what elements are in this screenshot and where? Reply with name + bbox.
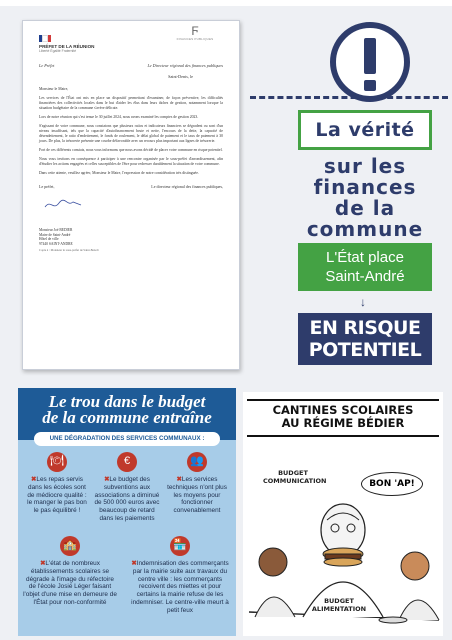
money-icon: € — [117, 452, 137, 472]
republic-motto: Liberté Égalité Fraternité — [39, 49, 77, 53]
label-line: COMMUNICATION — [263, 476, 327, 485]
title-line: AU RÉGIME BÉDIER — [281, 416, 405, 430]
cantines-cartoon-panel — [243, 392, 443, 636]
left-header: Le Préfet — [39, 63, 55, 68]
sign-right: Le directeur régional des finances publiques, — [151, 184, 223, 189]
address-line: 97440 SAINT-ANDRE — [39, 241, 73, 246]
item-text: Les services techniques n'ont plus les moyens pour fonctionner convenablement — [167, 476, 227, 515]
place-line: L'État place — [326, 249, 404, 266]
city-date: Saint-Denis, le — [168, 74, 193, 79]
paragraph: Dans cette attente, veuillez agréer, Monsieur le Maire, l'expression de notre considération très distinguée. — [39, 171, 199, 175]
budget-alimentation-label — [309, 598, 369, 613]
copy-note: Copie à : Monsieur le sous-préfet de Saint-Benoît — [39, 248, 99, 253]
label-line: BUDGET — [278, 469, 308, 477]
finances-heading — [286, 156, 444, 240]
item-text: Indemnisation des commerçants par la mairie suite aux travaux du centre ville : les commerçants recoivent des miettes et pour certains la mairie refuse de les indemniser. Le centre-ville meurt à petit feux — [131, 560, 229, 614]
title-line: de la commune entraîne — [42, 408, 212, 427]
paragraph: S'agissant de votre commune, nous constatons que plusieurs ratios et indicateurs financiers se dégradent ou sont d'un niveau insuffisant, tels que la capacité d'autofinancement brute et nette, l'encours de la dette, la capacité de désendettement, le ratio d'endettement, le fonds de roulement, le délai global de paiement et le taux de paiement à 30 jours. De plus, la trésorerie présente une courbe défavorable avec un recours plus important aux lignes de trésorerie. — [39, 124, 223, 143]
paragraph: Lors de notre réunion qui s'est tenue le 30 juillet 2024, nous avons examiné les comptes de gestion 2023. — [39, 115, 199, 119]
finances-logo-icon: Ϝ — [191, 24, 199, 38]
shop-icon: 🏪 — [170, 536, 190, 556]
cantines-title — [243, 404, 443, 430]
speech-bubble: BON 'AP! — [361, 472, 423, 496]
address-line: Maire de Saint-André — [39, 232, 71, 237]
paragraph: Les services de l'État ont mis en place un dispositif permettant d'examiner, de façon préventive, les difficultés financières des collectivités locales dans le but d'aider les élus dans leurs tâches de gestion, notamment lorsque la situation budgétaire de la commune s'avère délicate. — [39, 96, 223, 110]
heading-line: finances — [313, 175, 417, 199]
item-text: Le budget des subventions aux associations a diminué de 500 000 euros avec beaucoup de retard dans les paiements — [94, 476, 160, 522]
service-item: 👥 ✖Les services techniques n'ont plus les moyens pour fonctionner convenablement — [164, 452, 230, 515]
verite-box: La vérité — [298, 110, 432, 150]
title-rule-bottom — [247, 435, 439, 437]
republic-flag-icon — [39, 35, 51, 42]
meal-icon: 🍽 — [47, 452, 67, 472]
service-item: € ✖Le budget des subventions aux associations a diminué de 500 000 euros avec beaucoup de retard dans les paiements — [94, 452, 160, 523]
salutation: Monsieur le Maire, — [39, 87, 69, 91]
finances-logo-text: FINANCES PUBLIQUES — [176, 37, 214, 41]
exclamation-icon — [330, 22, 410, 102]
people-icon: 👥 — [187, 452, 207, 472]
official-letter — [22, 20, 240, 370]
item-text: L'état de nombreux établissements scolaires se dégrade à l'image du réfectoire de l'école Josié Léger faisant l'objet d'une mise en demeure de l'État pour non-conformité — [23, 560, 117, 606]
right-header: Le Directeur régional des finances publiques — [147, 63, 223, 68]
recipient-address — [39, 228, 223, 253]
heading-line: de la — [334, 196, 396, 220]
top-band — [0, 0, 452, 6]
letter-header-row — [39, 63, 223, 68]
service-item: 🏫 ✖L'état de nombreux établissements scolaires se dégrade à l'image du réfectoire de l'école Josié Léger faisant l'objet d'une mise en demeure de l'État pour non-conformité — [22, 536, 118, 607]
budget-communication-label — [263, 469, 327, 485]
place-line: Saint-André — [325, 268, 405, 285]
risque-box — [298, 313, 432, 365]
paragraph: Fort de ces différents constats, nous vous informons que nous avons décidé de placer votre commune en risque potentiel. — [39, 148, 223, 152]
item-text: Les repas servis dans les écoles sont de médiocre qualité : le manger le pas bon le pas équilibré ! — [27, 476, 87, 515]
down-arrow-icon: ↓ — [360, 295, 366, 309]
paragraph: Nous vous invitons en conséquence à participer à une rencontre organisée par le sous-préfet d'arrondissement, afin d'étudier les actions engagées et celles susceptibles de l'être pour redresser durablement la situation de votre commune. — [39, 157, 223, 166]
risque-line: POTENTIEL — [308, 339, 422, 361]
prefecture-name: PRÉFET DE LA RÉUNION — [39, 44, 95, 49]
degradation-pill: UNE DÉGRADATION DES SERVICES COMMUNAUX : — [34, 432, 220, 446]
address-line: Monsieur Joé BEDIER — [39, 228, 73, 232]
label-line: BUDGET — [324, 597, 354, 605]
signature-row — [39, 184, 223, 189]
building-icon: 🏫 — [60, 536, 80, 556]
title-line: CANTINES SCOLAIRES — [272, 403, 414, 417]
heading-line: commune — [306, 217, 424, 241]
heading-line: sur les — [323, 154, 407, 178]
address-line: Hôtel de ville — [39, 237, 59, 242]
finances-logo — [175, 25, 215, 41]
title-rule-top — [247, 399, 439, 401]
budget-hole-panel — [18, 388, 236, 636]
sign-left: Le préfet, — [39, 184, 55, 189]
label-line: ALIMENTATION — [311, 604, 367, 613]
signature-image — [43, 197, 83, 211]
service-item: 🍽 ✖Les repas servis dans les écoles sont de médiocre qualité : le manger le pas bon le pas équilibré ! — [24, 452, 90, 515]
dashed-divider — [250, 96, 448, 99]
title-line: Le trou dans le budget — [48, 392, 206, 411]
risque-line: EN RISQUE — [309, 317, 421, 339]
etat-place-box — [298, 243, 432, 291]
service-item: 🏪 ✖Indemnisation des commerçants par la mairie suite aux travaux du centre ville : les commerçants recoivent des miettes et pour certains la mairie refuse de les indemniser. Le centre-ville meurt à petit feux — [128, 536, 232, 615]
